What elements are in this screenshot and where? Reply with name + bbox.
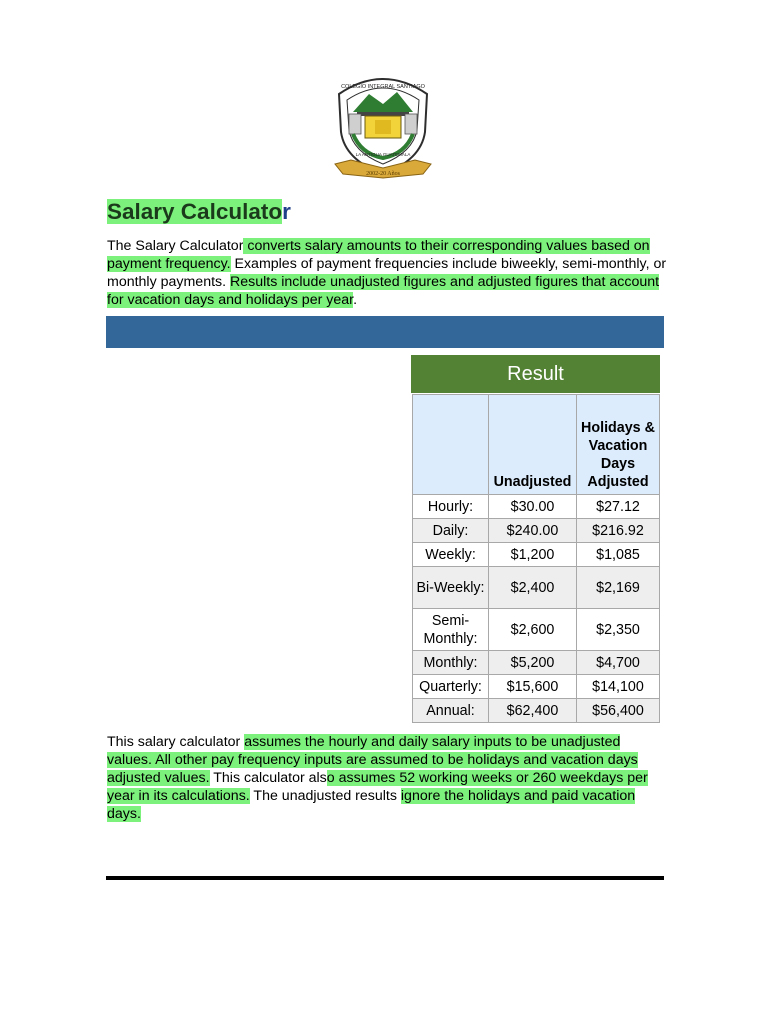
section-bar bbox=[106, 316, 664, 348]
adjusted-value: $4,700 bbox=[577, 651, 660, 675]
row-label: Quarterly: bbox=[413, 675, 489, 699]
adjusted-value: $2,350 bbox=[577, 609, 660, 651]
unadjusted-value: $2,600 bbox=[489, 609, 577, 651]
intro-text-3: Examples of payment frequencies include biweekly, semi-monthly, or monthly payments. bbox=[107, 256, 667, 290]
logo-ring-text: COLEGIO INTEGRAL SANTIAGO bbox=[341, 84, 425, 90]
row-label: Weekly: bbox=[413, 543, 489, 567]
page-title bbox=[107, 198, 291, 226]
adjusted-value: $2,169 bbox=[577, 567, 660, 609]
bottom-rule bbox=[106, 876, 664, 880]
assumptions-paragraph bbox=[107, 733, 667, 823]
table-row bbox=[413, 519, 660, 543]
column-header-adjusted: Holidays & Vacation Days Adjusted bbox=[577, 395, 660, 495]
row-label: Bi-Weekly: bbox=[413, 567, 489, 609]
table-row bbox=[413, 495, 660, 519]
note-text-6: ignore the holidays and paid vacation days. bbox=[107, 788, 636, 822]
intro-text-1: The Salary Calculator bbox=[107, 238, 244, 254]
adjusted-value: $1,085 bbox=[577, 543, 660, 567]
table-row bbox=[413, 567, 660, 609]
adjusted-value: $216.92 bbox=[577, 519, 660, 543]
table-row bbox=[413, 543, 660, 567]
unadjusted-value: $1,200 bbox=[489, 543, 577, 567]
note-text-4: o assumes 52 working weeks or 260 weekdays per year in its calculations. bbox=[107, 770, 648, 804]
note-text-3: This calculator als bbox=[209, 770, 327, 786]
unadjusted-value: $5,200 bbox=[489, 651, 577, 675]
adjusted-value: $14,100 bbox=[577, 675, 660, 699]
intro-text-2: converts salary amounts to their corresponding values based on payment frequency. bbox=[107, 238, 650, 272]
row-label: Annual: bbox=[413, 699, 489, 723]
results-table bbox=[412, 394, 660, 723]
row-label: Monthly: bbox=[413, 651, 489, 675]
column-header-unadjusted: Unadjusted bbox=[489, 395, 577, 495]
table-row bbox=[413, 675, 660, 699]
logo-ribbon-text: 2002-20 Años bbox=[366, 171, 400, 177]
intro-paragraph bbox=[107, 237, 667, 309]
adjusted-value: $27.12 bbox=[577, 495, 660, 519]
intro-text-4: Results include unadjusted figures and adjusted figures that account for vacation days and holidays per year bbox=[107, 274, 660, 308]
adjusted-value: $56,400 bbox=[577, 699, 660, 723]
unadjusted-value: $15,600 bbox=[489, 675, 577, 699]
table-row bbox=[413, 651, 660, 675]
school-crest-logo bbox=[331, 72, 435, 182]
column-header-label bbox=[413, 395, 489, 495]
unadjusted-value: $2,400 bbox=[489, 567, 577, 609]
intro-text-5: . bbox=[353, 292, 358, 308]
unadjusted-value: $240.00 bbox=[489, 519, 577, 543]
unadjusted-value: $62,400 bbox=[489, 699, 577, 723]
results-header-row bbox=[413, 395, 660, 495]
note-text-5: The unadjusted results bbox=[249, 788, 401, 804]
logo-bottom-text: LA ANTIGUA GUATEMALA bbox=[355, 152, 411, 157]
note-text-1: This salary calculator bbox=[107, 734, 245, 750]
row-label: Hourly: bbox=[413, 495, 489, 519]
unadjusted-value: $30.00 bbox=[489, 495, 577, 519]
note-text-2: assumes the hourly and daily salary inputs to be unadjusted values. All other pay frequency inputs are assumed to be holidays and vacation days adjusted values. bbox=[107, 734, 638, 786]
page-title-text: Salary Calculato bbox=[107, 199, 283, 224]
result-header: Result bbox=[411, 355, 660, 393]
row-label: Semi-Monthly: bbox=[413, 609, 489, 651]
table-row bbox=[413, 699, 660, 723]
page-title-last-letter: r bbox=[282, 199, 291, 224]
row-label: Daily: bbox=[413, 519, 489, 543]
table-row bbox=[413, 609, 660, 651]
